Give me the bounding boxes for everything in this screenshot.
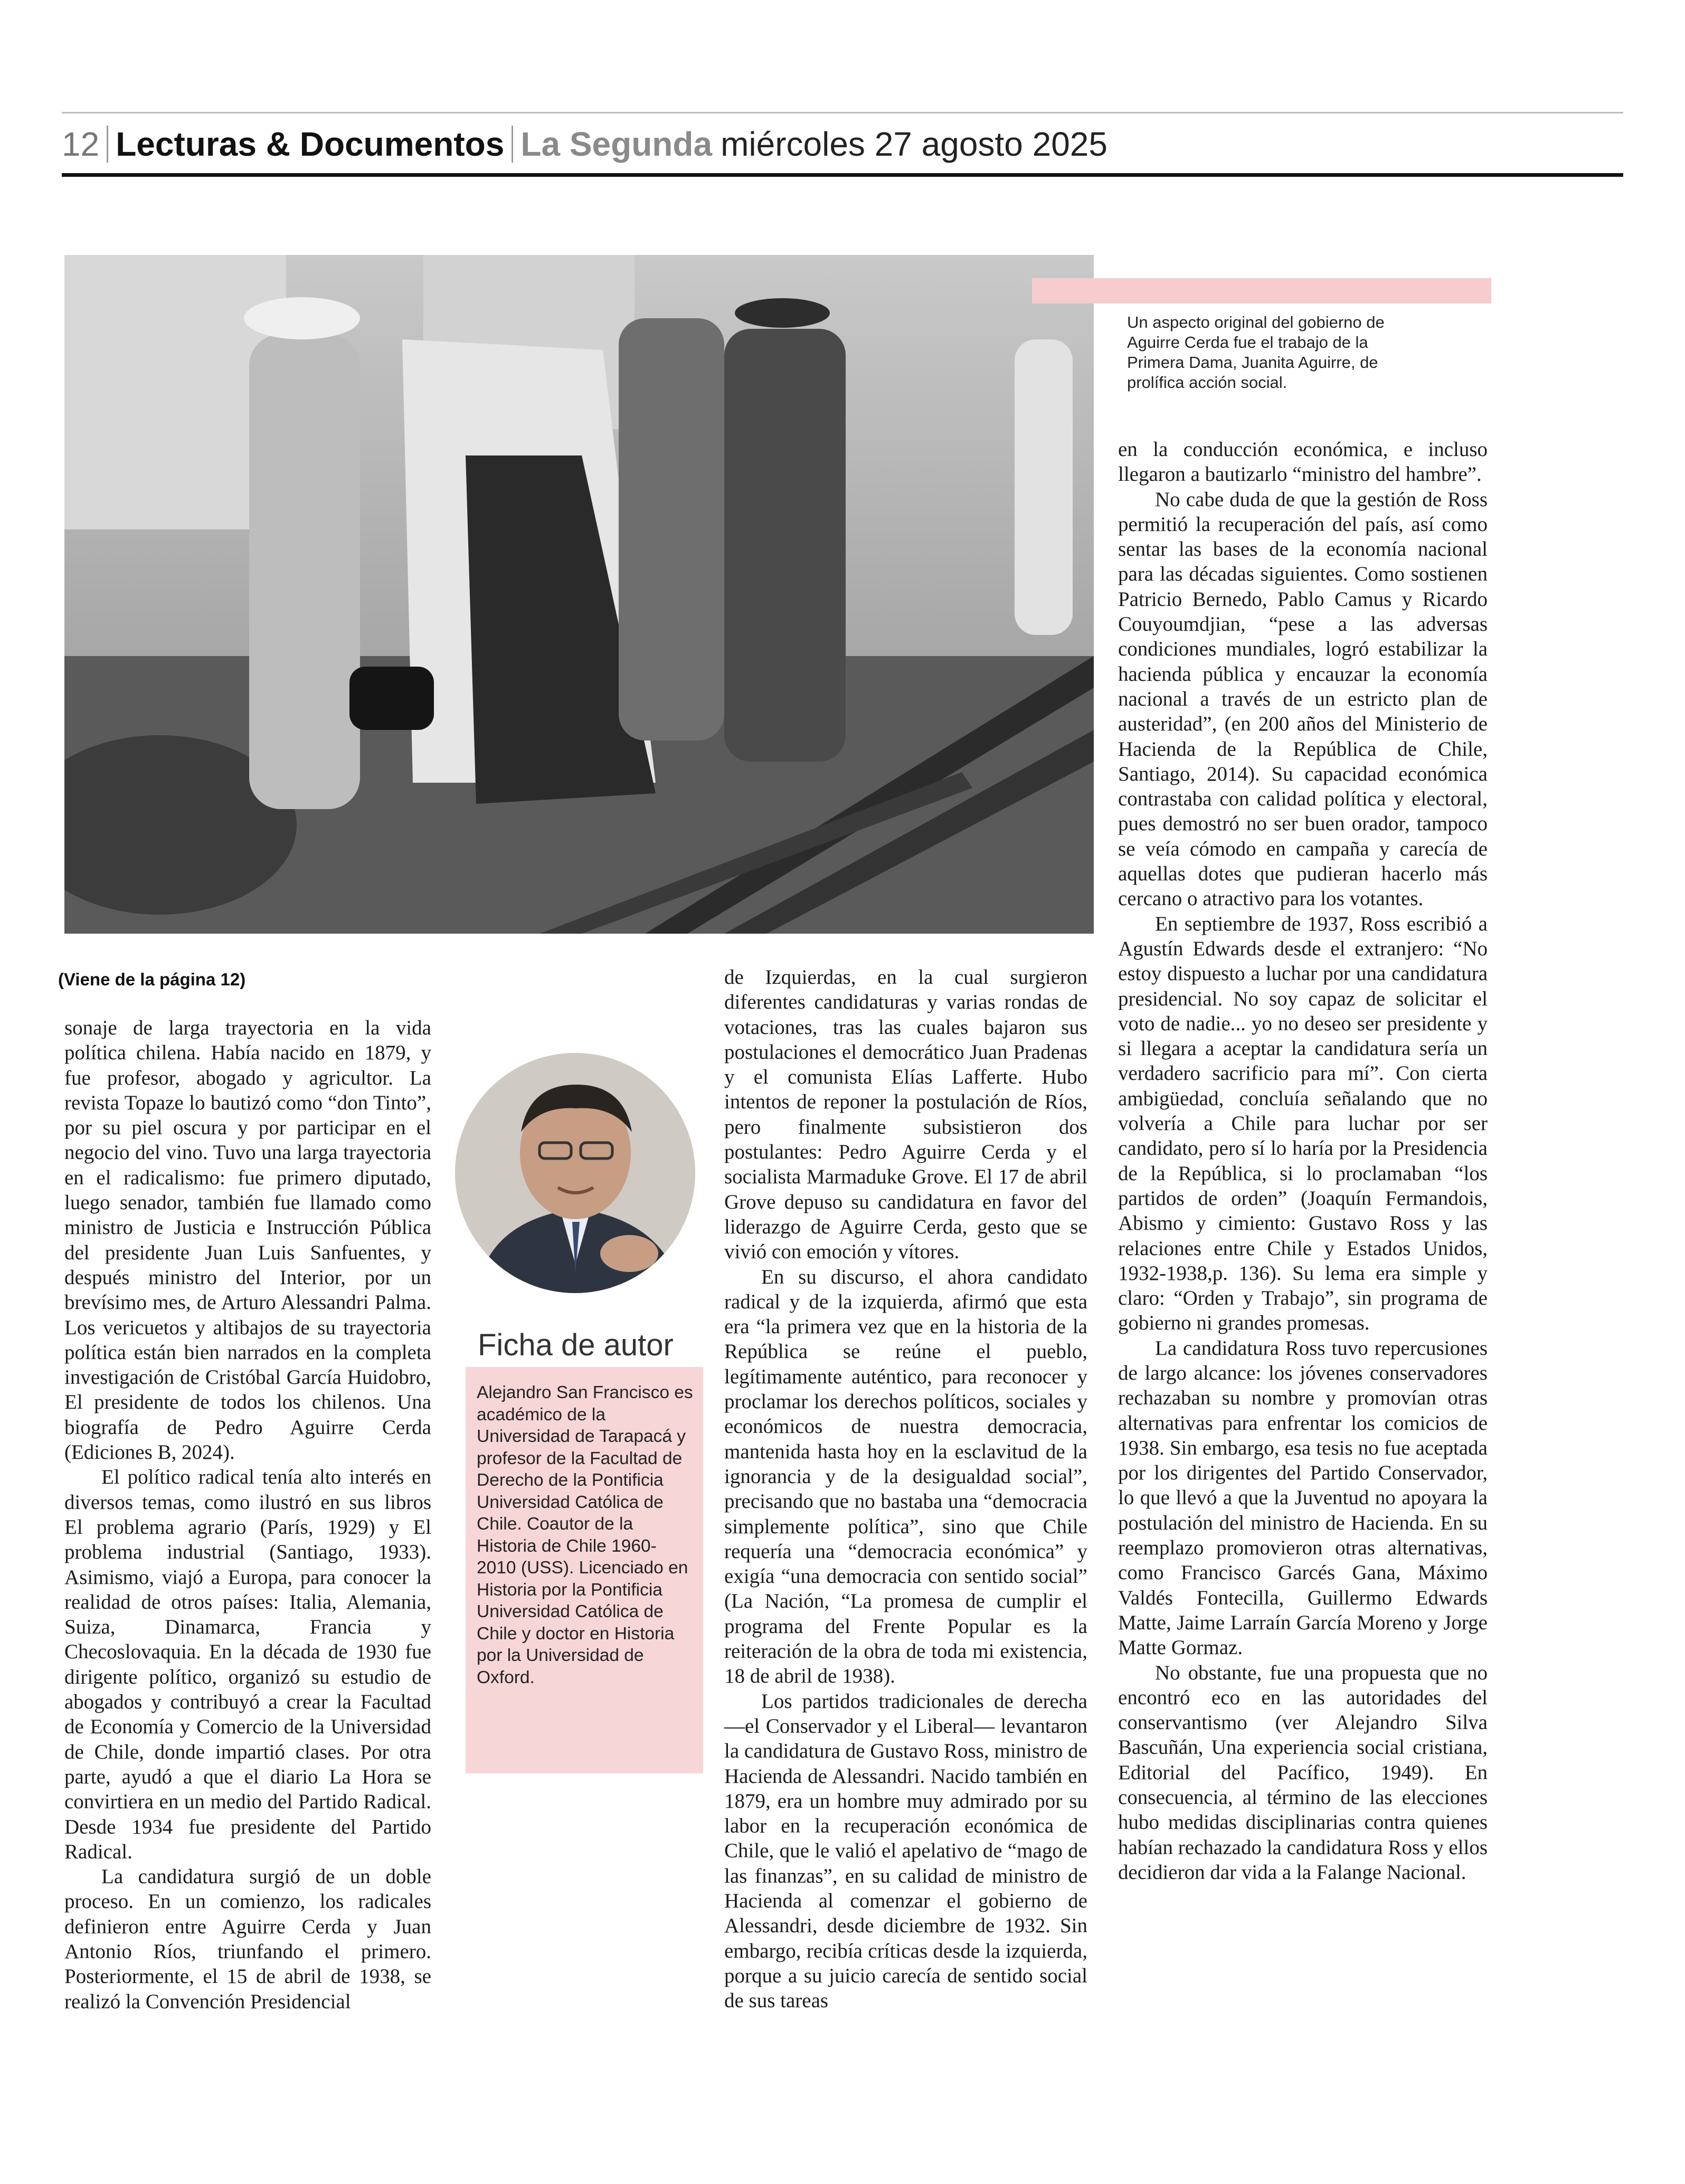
paragraph: No obstante, fue una propuesta que no encontró eco en las autoridades del conservantismo (ver Alejandro Silva Bascuñán, Una experiencia social cristiana, Editorial del Pacífico, 1949). En consecuencia, al término de las elecciones hubo medidas disciplinarias contra quienes habían rechazado la candidatura Ross y ellos decidieron dar vida a la Falange Nacional. <box>1118 1661 1488 1884</box>
paragraph: sonaje de larga trayectoria en la vida política chilena. Había nacido en 1879, y fue profesor, abogado y agricultor. La revista Topaze lo bautizó como “don Tinto”, por su piel oscura y por participar en el negocio del vino. Tuvo una larga trayectoria en el radicalismo: fue primero diputado, luego senador, también fue llamado como ministro de Justicia e Instrucción Pública del presidente Juan Luis Sanfuentes, y después ministro del Interior, por un brevísimo mes, de Arturo Alessandri Palma. Los vericuetos y altibajos de su trayectoria política están bien narrados en la completa investigación de Cristóbal García Huidobro, El presidente de todos los chilenos. Una biografía de Pedro Aguirre Cerda (Ediciones B, 2024). <box>64 1017 431 1464</box>
newspaper-name: La Segunda <box>520 125 713 163</box>
paragraph: No cabe duda de que la gestión de Ross permitió la recuperación del país, así como sentar las bases de la economía nacional para las décadas siguientes. Como sostienen Patricio Bernedo, Pablo Camus y Ricardo Couyoumdjian, “pese a las adversas condiciones mundiales, logró estabilizar la hacienda pública y encauzar la economía nacional a través de un estricto plan de austeridad”, (en 200 años del Ministerio de Hacienda de la República de Chile, Santiago, 2014). Su capacidad económica contrastaba con calidad política y electoral, pues demostró no ser buen orador, tampoco se veía cómodo en campaña y carecía de aquellas dotes que pudieran hacerlo más cercano o atractivo para los votantes. <box>1118 488 1488 910</box>
header-divider <box>512 126 513 163</box>
header-top-rule <box>62 112 1623 113</box>
page-header <box>62 115 1107 173</box>
header-divider <box>107 126 108 163</box>
historic-photo <box>64 255 1094 934</box>
paragraph: En su discurso, el ahora candidato radical y de la izquierda, afirmó que esta era “la primera vez que en la historia de la República se reúne el pueblo, legítimamente auténtico, para reconocer y proclamar los derechos políticos, sociales y económicos de nuestra democracia, mantenida hasta hoy en la esclavitud de la ignorancia y de la desigualdad social”, precisando que no bastaba una “democracia simplemente política”, sino que Chile requería una “democracia económica” y exigía “una democracia con sentido social” (La Nación, “La promesa de cumplir el programa del Frente Popular es la reiteración de la obra de toda mi existencia, 18 de abril de 1938). <box>724 1265 1087 1688</box>
paragraph: La candidatura Ross tuvo repercusiones de largo alcance: los jóvenes conservadores rechazaban su nombre y promovían otras alternativas para enfrentar los comicios de 1938. Sin embargo, esa tesis no fue aceptada por los dirigentes del Partido Conservador, lo que llevó a que la Juventud no apoyara la postulación del ministro de Hacienda. En su reemplazo promovieron otras alternativas, como Francisco Garcés Gana, Máximo Valdés Fontecilla, Guillermo Edwards Matte, Jaime Larraín García Moreno y Jorge Matte Gormaz. <box>1118 1336 1488 1659</box>
page-number: 12 <box>62 125 100 163</box>
paragraph: El político radical tenía alto interés en diversos temas, como ilustró en sus libros El problema agrario (París, 1929) y El problema industrial (Santiago, 1933). Asimismo, viajó a Europa, para conocer la realidad de otros países: Italia, Alemania, Suiza, Dinamarca, Francia y Checoslovaquia. En la década de 1930 fue dirigente político, organizó su estudio de abogados y contribuyó a crear la Facultad de Economía y Comercio de la Universidad de Chile, donde impartió clases. Por otra parte, ayudó a que el diario La Hora se convirtiera en un medio del Partido Radical. Desde 1934 fue presidente del Partido Radical. <box>64 1466 431 1863</box>
continued-from-note: (Viene de la página 12) <box>58 970 246 989</box>
paragraph: en la conducción económica, e incluso llegaron a bautizarlo “ministro del hambre”. <box>1118 438 1488 486</box>
article-column-4 <box>1118 437 1488 1885</box>
paragraph: La candidatura surgió de un doble proceso. En un comienzo, los radicales definieron entre Aguirre Cerda y Juan Antonio Ríos, triunfando el primero. Posteriormente, el 15 de abril de 1938, se realizó la Convención Presidencial <box>64 1865 431 2013</box>
article-column-3 <box>724 965 1087 2013</box>
paragraph: de Izquierdas, en la cual surgieron diferentes candidaturas y varias rondas de votaciones, tras las cuales bajaron sus postulaciones el democrático Juan Pradenas y el comunista Elías Lafferte. Hubo intentos de reponer la postulación de Ríos, pero finalmente subsistieron dos postulantes: Pedro Aguirre Cerda y el socialista Marmaduke Grove. El 17 de abril Grove depuso su candidatura en favor del liderazgo de Aguirre Cerda, gesto que se vivió con emoción y vítores. <box>724 966 1087 1264</box>
publication-date: miércoles 27 agosto 2025 <box>721 125 1107 163</box>
author-portrait-illustration <box>455 1053 695 1293</box>
author-card-title: Ficha de autor <box>478 1328 674 1362</box>
article-column-1 <box>64 1015 431 2014</box>
photo-illustration <box>64 255 1094 934</box>
paragraph: En septiembre de 1937, Ross escribió a Agustín Edwards desde el extranjero: “No estoy dispuesto a luchar por una candidatura presidencial. No soy capaz de solicitar el voto de nadie... yo no deseo ser presidente y si llegara a aceptar la candidatura sería un verdadero sacrificio para mí”. Con cierta ambigüedad, concluía señalando que no volvería a Chile para luchar por ser candidato, pero sí lo haría por la Presidencia de la República, si lo proclamaban “los partidos de orden” (Joaquín Fermandois, Abismo y cimiento: Gustavo Ross y las relaciones entre Chile y Estados Unidos, 1932-1938,p. 136). Su lema era simple y claro: “Orden y Trabajo”, sin programa de gobierno ni grandes promesas. <box>1118 912 1488 1335</box>
section-title: Lecturas & Documentos <box>116 125 505 163</box>
photo-caption: Un aspecto original del gobierno de Aguirre Cerda fue el trabajo de la Primera Dama, Juanita Aguirre, de prolífica acción social. <box>1127 313 1385 392</box>
paragraph: Los partidos tradicionales de derecha —el Conservador y el Liberal— levantaron la candidatura de Gustavo Ross, ministro de Hacienda de Alessandri. Nacido también en 1879, era un hombre muy admirado por su labor en la recuperación económica de Chile, que le valió el apelativo de “mago de las finanzas”, en su calidad de ministro de Hacienda al comenzar el gobierno de Alessandri, desde diciembre de 1932. Sin embargo, recibía críticas desde la izquierda, porque a su juicio carecía de sentido social de sus tareas <box>724 1689 1087 2012</box>
header-bottom-rule <box>62 173 1623 177</box>
caption-accent-bar <box>1032 278 1491 303</box>
author-portrait <box>455 1053 695 1293</box>
author-card-text: Alejandro San Francisco es académico de la Universidad de Tarapacá y profesor de la Facultad de Derecho de la Pontificia Universidad Católica de Chile. Coautor de la Historia de Chile 1960-2010 (USS). Licenciado en Historia por la Pontificia Universidad Católica de Chile y doctor en Historia por la Universidad de Oxford. <box>477 1383 693 1687</box>
